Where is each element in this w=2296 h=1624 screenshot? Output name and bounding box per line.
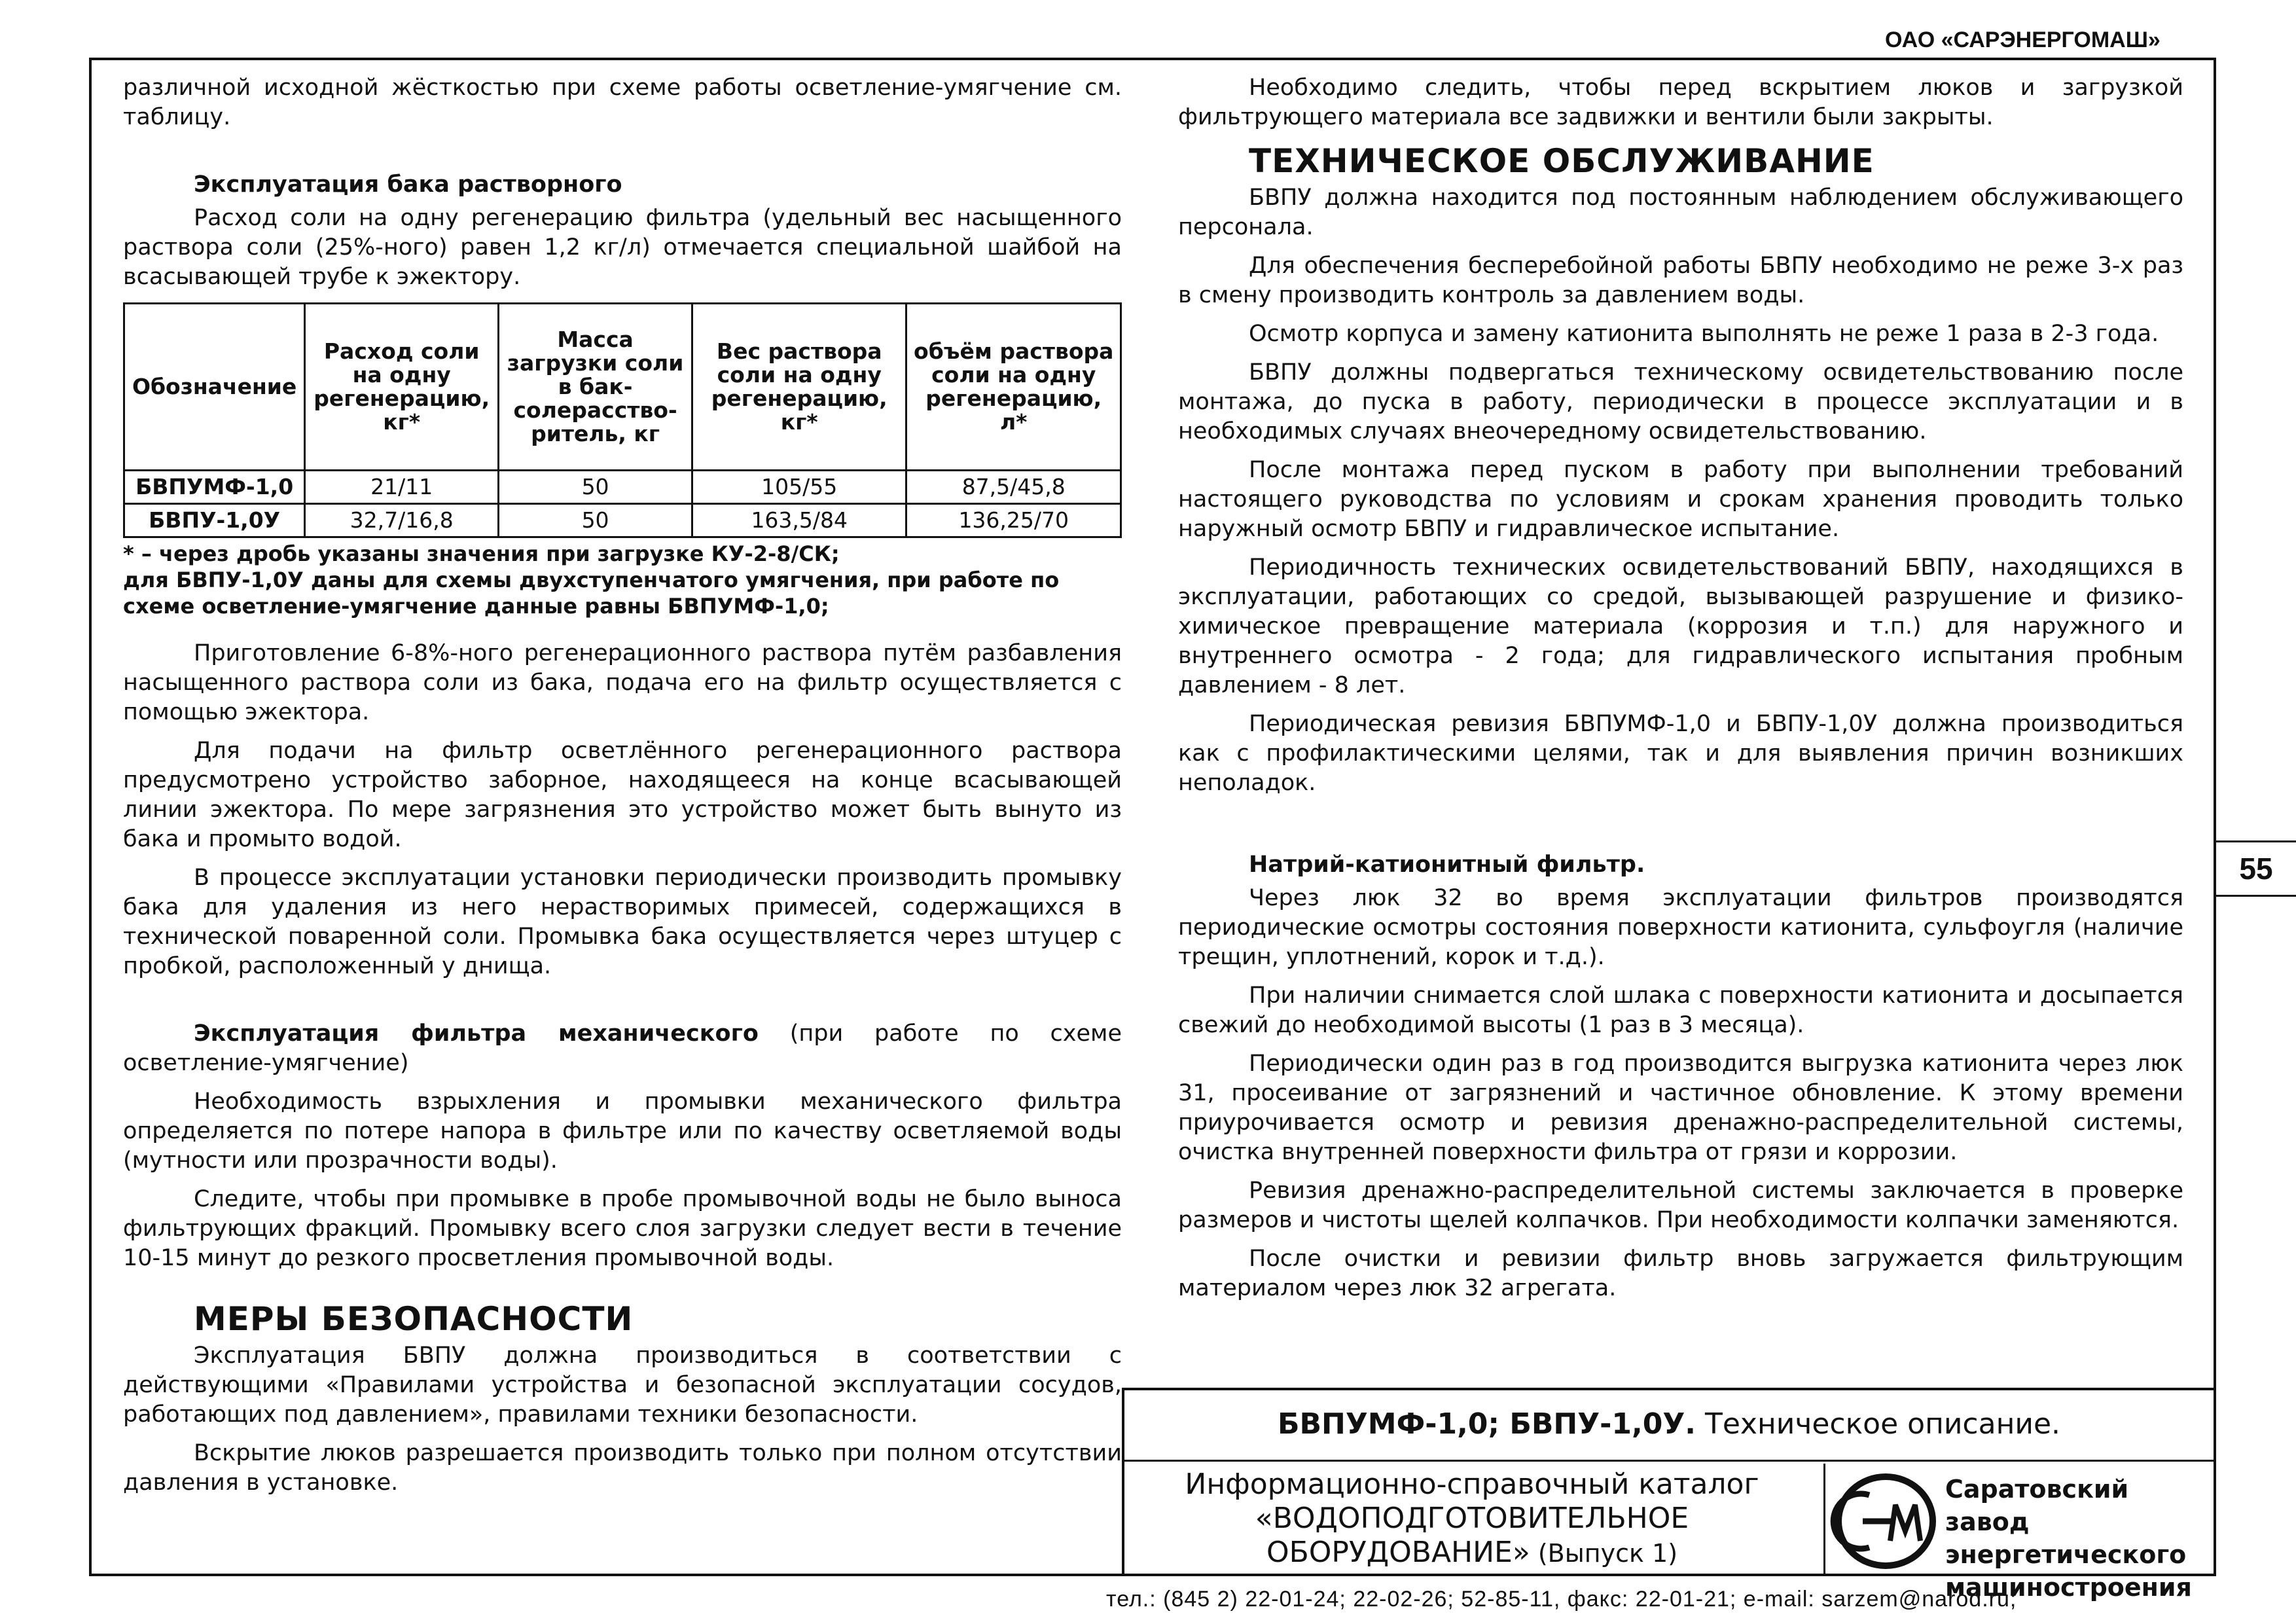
subheading-sodium-filter: Натрий-катионитный фильтр. bbox=[1249, 852, 1645, 878]
footer-divider bbox=[1122, 1388, 2216, 1390]
factory-name bbox=[1945, 1473, 2214, 1604]
right-paragraph-5: После монтажа перед пуском в работу при выполнении требований настоящего руководства по условиям и срокам хранения проводить только наружный осмотр БВПУ и гидравлическое испытание. bbox=[1178, 457, 2183, 542]
right-paragraph-4: БВПУ должны подвергаться техническому освидетельствованию после монтажа, до пуска в работу, периодически в процессе эксплуатации и в необходимых случаях внеочередному освидетельствованию. bbox=[1178, 359, 2183, 444]
table-cell: БВПУМФ-1,0 bbox=[124, 471, 305, 504]
right-paragraph-9: При наличии снимается слой шлака с поверхности катионита и досыпается свежий до необходимой высоты (1 раз в 3 месяца). bbox=[1178, 983, 2183, 1038]
left-paragraph-1: Расход соли на одну регенерацию фильтра (удельный вес насыщенного раствора соли (25%-ного) равен 1,2 кг/л) отмечается специальной шайбой на всасывающей трубе к эжектору. bbox=[123, 205, 1122, 290]
right-paragraph-10: Периодически один раз в год производится выгрузка катионита через люк 31, просеивание от загрязнений и частичное обновление. К этому времени приурочивается осмотр и ревизия дренажно-распределительной системы, очистка внутренней поверхности фильтра от грязи и коррозии. bbox=[1178, 1051, 2183, 1165]
subheading-mechanical-filter-rest: (при работе по схеме осветление-умягчение) bbox=[123, 1020, 1122, 1076]
right-paragraph-8: Через люк 32 во время эксплуатации фильтров производятся периодические осмотры состояния поверхности катионита, сульфоугля (наличие трещин, уплотнений, корок и т.д.). bbox=[1178, 885, 2183, 970]
table-cell: БВПУ-1,0У bbox=[124, 504, 305, 537]
table-cell: 50 bbox=[499, 471, 692, 504]
table-cell: 136,25/70 bbox=[906, 504, 1121, 537]
table-cell: 21/11 bbox=[305, 471, 499, 504]
table-note-line-1: * – через дробь указаны значения при загрузке КУ-2-8/СК; bbox=[123, 541, 840, 566]
catalog-line-2: «ВОДОПОДГОТОВИТЕЛЬНОЕ bbox=[1255, 1502, 1689, 1535]
heading-maintenance: ТЕХНИЧЕСКОЕ ОБСЛУЖИВАНИЕ bbox=[1249, 142, 1874, 180]
left-paragraph-3: Для подачи на фильтр осветлённого регенерационного раствора предусмотрено устройство заборное, находящееся на конце всасывающей линии эжектора. По мере загрязнения это устройство может быть вынуто из бака и промыто водой. bbox=[123, 738, 1122, 852]
company-name: ОАО «САРЭНЕРГОМАШ» bbox=[1885, 27, 2161, 52]
left-column bbox=[123, 73, 1122, 1507]
footer-title-bold: БВПУМФ-1,0; БВПУ-1,0У. bbox=[1277, 1407, 1696, 1441]
table-header-cell: Масса загрузки соли в бак-солерасство-ритель, кг bbox=[499, 304, 692, 471]
table-row bbox=[124, 471, 1121, 504]
catalog-line-1: Информационно-справочный каталог bbox=[1185, 1468, 1759, 1501]
table-cell: 32,7/16,8 bbox=[305, 504, 499, 537]
table-header-cell: Расход соли на одну регенерацию, кг* bbox=[305, 304, 499, 471]
heading-safety: МЕРЫ БЕЗОПАСНОСТИ bbox=[194, 1300, 634, 1338]
footer-divider-2 bbox=[1122, 1460, 2216, 1462]
right-paragraph-6: Периодичность технических освидетельствований БВПУ, находящихся в эксплуатации, работающих со средой, вызывающей разрушение и физико-химическое превращение материала (коррозия и т.п.) для наружного и внутреннего осмотра - 2 года; для гидравлического испытания пробным давлением - 8 лет. bbox=[1178, 554, 2183, 698]
table-cell: 50 bbox=[499, 504, 692, 537]
table-cell: 163,5/84 bbox=[692, 504, 906, 537]
table-header-row bbox=[124, 304, 1121, 471]
subheading-mechanical-filter bbox=[123, 1019, 1122, 1078]
table-header-cell: объём раствора соли на одну регенерацию, л* bbox=[906, 304, 1121, 471]
left-paragraph-5: Необходимость взрыхления и промывки механического фильтра определяется по потере напора в фильтре или по качеству осветляемой воды (мутности или прозрачности воды). bbox=[123, 1089, 1122, 1174]
subheading-mechanical-filter-bold: Эксплуатация фильтра механического bbox=[194, 1020, 759, 1047]
table-note bbox=[123, 541, 1122, 619]
page-number: 55 bbox=[2216, 840, 2296, 897]
catalog-issue: (Выпуск 1) bbox=[1530, 1539, 1678, 1568]
table-note-line-2: для БВПУ-1,0У даны для схемы двухступенчатого умягчения, при работе по схеме осветление-умягчение данные равны БВПУМФ-1,0; bbox=[123, 568, 1060, 619]
catalog-line-3: ОБОРУДОВАНИЕ» bbox=[1266, 1536, 1530, 1569]
salt-consumption-table bbox=[123, 302, 1122, 538]
factory-logo-icon bbox=[1830, 1469, 1941, 1574]
right-paragraph-12: После очистки и ревизии фильтр вновь загружается фильтрующим материалом через люк 32 агрегата. bbox=[1178, 1246, 2183, 1301]
factory-line-1: Саратовский завод bbox=[1945, 1475, 2129, 1536]
subheading-salt-tank: Эксплуатация бака растворного bbox=[194, 171, 622, 198]
table-header-cell: Обозначение bbox=[124, 304, 305, 471]
factory-line-2: энергетического bbox=[1945, 1540, 2187, 1569]
left-paragraph-2: Приготовление 6-8%-ного регенерационного раствора путём разбавления насыщенного раствора соли из бака, подача его на фильтр осуществляется с помощью эжектора. bbox=[123, 640, 1122, 725]
contact-info: тел.: (845 2) 22-01-24; 22-02-26; 52-85-11, факс: 22-01-21; e-mail: sarzem@narod.ru; bbox=[1106, 1587, 2017, 1612]
left-paragraph-8: Вскрытие люков разрешается производить только при полном отсутствии давления в установке. bbox=[123, 1440, 1122, 1496]
left-paragraph-4: В процессе эксплуатации установки периодически производить промывку бака для удаления из него нерастворимых примесей, содержащихся в технической поваренной соли. Промывка бака осуществляется через штуцер с пробкой, расположенный у днища. bbox=[123, 865, 1122, 979]
right-paragraph-1: БВПУ должна находится под постоянным наблюдением обслуживающего персонала. bbox=[1178, 185, 2183, 240]
factory-line-3: машиностроения bbox=[1945, 1573, 2192, 1602]
table-cell: 87,5/45,8 bbox=[906, 471, 1121, 504]
right-paragraph-0: Необходимо следить, чтобы перед вскрытием люков и загрузкой фильтрующего материала все задвижки и вентили были закрыты. bbox=[1178, 75, 2183, 130]
right-paragraph-7: Периодическая ревизия БВПУМФ-1,0 и БВПУ-1,0У должна производиться как с профилактическими целями, так и для выявления причин возникших неполадок. bbox=[1178, 711, 2183, 796]
catalog-line-3-wrap bbox=[1135, 1536, 1809, 1570]
table-row bbox=[124, 504, 1121, 537]
left-paragraph-0: различной исходной жёсткостью при схеме работы осветление-умягчение см. таблицу. bbox=[123, 75, 1122, 130]
right-paragraph-2: Для обеспечения бесперебойной работы БВПУ необходимо не реже 3-х раз в смену производить контроль за давлением воды. bbox=[1178, 253, 2183, 308]
footer-title-rest: Техническое описание. bbox=[1696, 1407, 2061, 1441]
catalog-name bbox=[1135, 1468, 1809, 1570]
left-paragraph-6: Следите, чтобы при промывке в пробе промывочной воды не было выноса фильтрующих фракций. Промывку всего слоя загрузки следует вести в течение 10-15 минут до резкого просветления промывочной воды. bbox=[123, 1186, 1122, 1271]
table-cell: 105/55 bbox=[692, 471, 906, 504]
right-paragraph-3: Осмотр корпуса и замену катионита выполнять не реже 1 раза в 2-3 года. bbox=[1249, 321, 2159, 347]
footer-document-title bbox=[1122, 1407, 2216, 1441]
left-paragraph-7: Эксплуатация БВПУ должна производиться в соответствии с действующими «Правилами устройства и безопасной эксплуатации сосудов, работающих под давлением», правилами техники безопасности. bbox=[123, 1343, 1122, 1428]
right-paragraph-11: Ревизия дренажно-распределительной системы заключается в проверке размеров и чистоты щелей колпачков. При необходимости колпачки заменяются. bbox=[1178, 1178, 2183, 1233]
right-column bbox=[1178, 73, 2183, 1312]
table-header-cell: Вес раствора соли на одну регенерацию, кг* bbox=[692, 304, 906, 471]
